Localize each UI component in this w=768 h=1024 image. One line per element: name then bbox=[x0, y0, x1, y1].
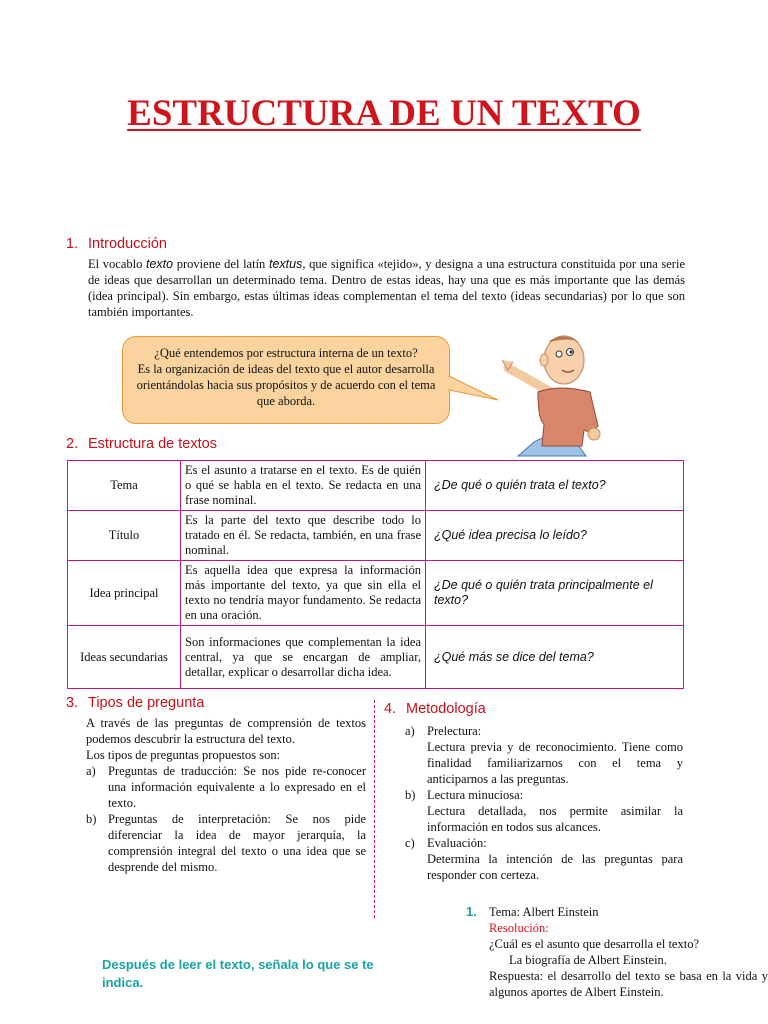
list-item: a) Preguntas de traducción: Se nos pide re-conocer una información equivalente a lo expresado en el texto. bbox=[86, 764, 366, 810]
row-question: ¿De qué o quién trata el texto? bbox=[426, 461, 684, 511]
section-number: 2. bbox=[66, 436, 79, 452]
section-4-heading bbox=[384, 701, 486, 717]
list-item: b) Preguntas de interpretación: Se nos pide diferenciar la idea de mayor jerarquía, la comprensión integral del texto o una idea que se desprende del mismo. bbox=[86, 812, 366, 874]
row-term: Tema bbox=[68, 461, 181, 511]
table-row bbox=[68, 561, 684, 626]
boy-illustration-icon bbox=[494, 330, 614, 460]
example-question: ¿Cuál es el asunto que desarrolla el texto? bbox=[489, 937, 699, 951]
section-3-intro-2: Los tipos de preguntas propuestos son: bbox=[86, 748, 281, 762]
row-question: ¿Qué idea precisa lo leído? bbox=[426, 511, 684, 561]
example-answer: Respuesta: el desarrollo del texto se basa en la vida y algunos aportes de Albert Einstein. bbox=[489, 969, 768, 999]
section-title: Introducción bbox=[88, 236, 167, 252]
methodology-list bbox=[405, 723, 683, 883]
structure-table bbox=[67, 460, 684, 689]
row-description: Es el asunto a tratarse en el texto. Es de quién o qué se habla en el texto. Se redacta en una frase nominal. bbox=[181, 461, 426, 511]
intro-paragraph: El vocablo texto proviene del latín textus, que significa «tejido», y designa a una estructura constituida por una serie de ideas que desarrollan un determinado tema. Dentro de estas ideas, hay una que es más importante que las demás (idea principal). Sin embargo, estas últimas ideas complementan el tema del texto (ideas secundarias) por lo que son también importantes. bbox=[88, 257, 685, 319]
list-item: a) Prelectura: Lectura previa y de reconocimiento. Tiene como finalidad familiarizarnos con el tema y anticiparnos a las preguntas. bbox=[405, 724, 683, 786]
row-question: ¿Qué más se dice del tema? bbox=[426, 626, 684, 689]
example-topic: Tema: Albert Einstein bbox=[489, 905, 599, 919]
instruction-text: Después de leer el texto, señala lo que se te indica. bbox=[102, 957, 374, 990]
row-term: Idea principal bbox=[68, 561, 181, 626]
table-row bbox=[68, 511, 684, 561]
section-title: Estructura de textos bbox=[88, 436, 217, 452]
section-number: 3. bbox=[66, 695, 79, 711]
list-item: c) Evaluación: Determina la intención de las preguntas para responder con certeza. bbox=[405, 836, 683, 882]
column-divider bbox=[374, 700, 375, 918]
row-question: ¿De qué o quién trata principalmente el texto? bbox=[426, 561, 684, 626]
section-title: Tipos de pregunta bbox=[88, 695, 205, 711]
bubble-answer: Es la organización de ideas del texto que el autor desarrolla orientándolas hacia sus propósitos y de acuerdo con el tema que aborda. bbox=[136, 362, 436, 408]
row-term: Título bbox=[68, 511, 181, 561]
table-row bbox=[68, 626, 684, 689]
section-3-heading bbox=[66, 695, 204, 711]
section-2-heading bbox=[66, 436, 217, 452]
row-description: Es aquella idea que expresa la información más importante del texto, ya que sin ella el texto no tendría mayor fundamento. Se redacta en una oración. bbox=[181, 561, 426, 626]
row-description: Son informaciones que complementan la idea central, ya que se encargan de ampliar, detallar, explicar o desarrollar dicha idea. bbox=[181, 626, 426, 689]
example-option: La biografía de Albert Einstein. bbox=[509, 953, 667, 967]
section-number: 4. bbox=[384, 701, 397, 717]
row-term: Ideas secundarias bbox=[68, 626, 181, 689]
section-1-heading bbox=[66, 236, 167, 252]
section-number: 1. bbox=[66, 236, 79, 252]
table-row bbox=[68, 461, 684, 511]
section-title: Metodología bbox=[406, 701, 486, 717]
bubble-tail bbox=[448, 372, 500, 402]
list-item: b) Lectura minuciosa: Lectura detallada, nos permite asimilar la información en todos sus alcances. bbox=[405, 788, 683, 834]
speech-bubble bbox=[122, 336, 450, 424]
example-number: 1. bbox=[466, 904, 477, 919]
section-3-intro: A través de las preguntas de comprensión de textos podemos descubrir la estructura del texto. bbox=[86, 716, 366, 746]
question-types bbox=[86, 715, 366, 875]
bubble-question: ¿Qué entendemos por estructura interna de un texto? bbox=[154, 346, 418, 360]
row-description: Es la parte del texto que describe todo lo tratado en él. Se redacta, también, en una frase nominal. bbox=[181, 511, 426, 561]
example-resolution-label: Resolución: bbox=[489, 921, 549, 935]
page-title: ESTRUCTURA DE UN TEXTO bbox=[127, 93, 641, 134]
example-block bbox=[489, 904, 768, 1000]
